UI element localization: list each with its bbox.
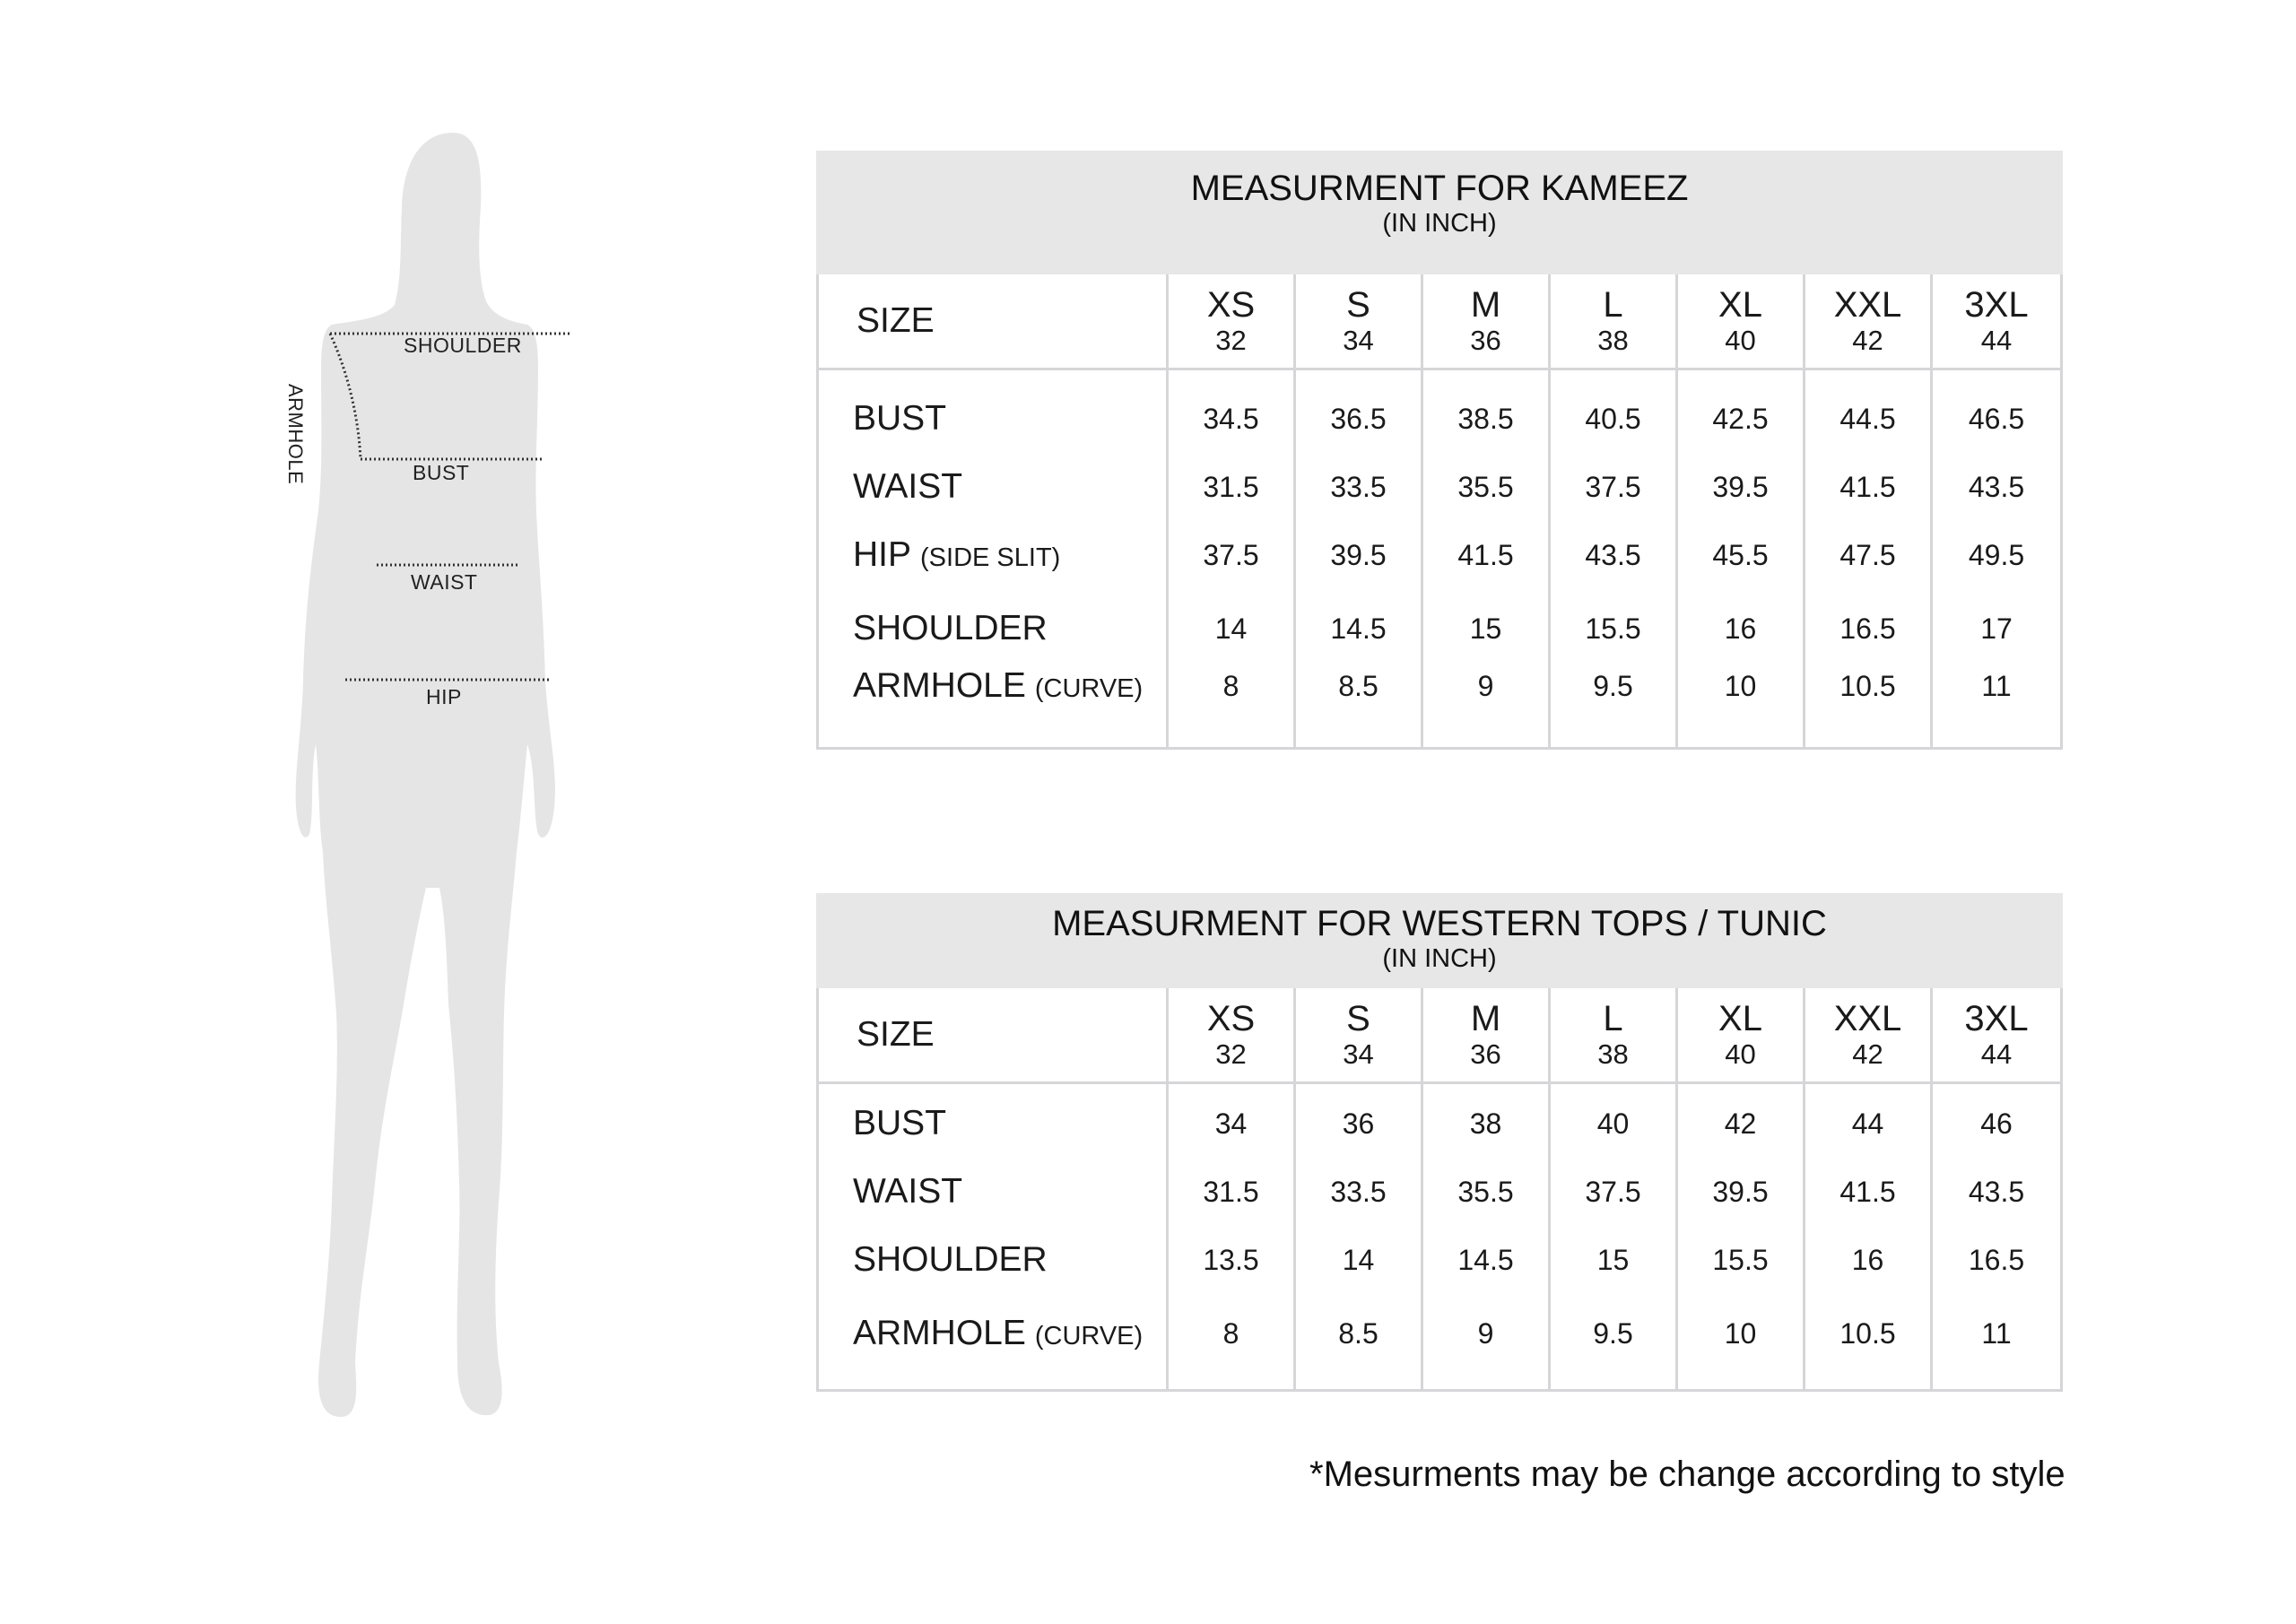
size-column-header [1933, 988, 2060, 1084]
size-number: 32 [1215, 325, 1247, 356]
measurement-value: 8 [1222, 1317, 1239, 1350]
measurement-value: 46 [1980, 1107, 2013, 1140]
kameez-subtitle: (IN INCH) [1382, 209, 1497, 238]
size-number: 40 [1725, 1038, 1756, 1070]
measurement-value: 39.5 [1330, 539, 1387, 571]
size-column-header [1678, 988, 1805, 1084]
measurement-note: (CURVE) [1034, 1322, 1144, 1350]
size-number: 42 [1852, 1038, 1883, 1070]
measurement-value: 33.5 [1330, 1176, 1387, 1208]
measurement-value: 37.5 [1585, 471, 1641, 503]
measurement-value: 14.5 [1457, 1244, 1514, 1276]
measurement-name: WAIST [853, 467, 963, 506]
measurement-label-column [819, 370, 1169, 747]
size-number: 34 [1343, 1038, 1374, 1070]
measurement-value: 8.5 [1338, 670, 1378, 702]
western-title-bar [816, 893, 2063, 988]
size-name: XL [1718, 285, 1762, 325]
measurement-value: 42.5 [1712, 403, 1769, 435]
measurement-row-label [853, 1104, 946, 1143]
size-value-column [1678, 1084, 1805, 1389]
measurement-value: 11 [1981, 670, 2012, 702]
measurement-value: 37.5 [1203, 539, 1259, 571]
size-column-header [1551, 988, 1678, 1084]
measurement-value: 16.5 [1839, 612, 1896, 645]
measurement-value: 37.5 [1585, 1176, 1641, 1208]
size-column-header [1805, 274, 1933, 370]
kameez-title-bar [816, 151, 2063, 274]
measurement-value: 8.5 [1338, 1317, 1378, 1350]
measurement-value: 42 [1724, 1107, 1757, 1140]
figure-label-hip: HIP [426, 685, 462, 708]
measurement-value: 8 [1222, 670, 1239, 702]
measurement-value: 16.5 [1968, 1244, 2025, 1276]
measurement-row-label [853, 666, 1143, 706]
western-subtitle: (IN INCH) [1382, 944, 1497, 973]
silhouette-illustration [269, 126, 628, 1435]
measurement-value: 15.5 [1585, 612, 1641, 645]
size-value-column [1933, 1084, 2060, 1389]
kameez-size-table [816, 151, 2063, 750]
size-column-header [1933, 274, 2060, 370]
size-name: 3XL [1964, 285, 2029, 325]
size-value-column [1678, 370, 1805, 747]
size-value-column [1169, 370, 1296, 747]
figure-label-armhole: ARMHOLE [284, 384, 307, 485]
measurement-value: 9.5 [1593, 1317, 1633, 1350]
measurement-name: SHOULDER [853, 1240, 1048, 1279]
measurement-value: 9.5 [1593, 670, 1633, 702]
size-value-column [1423, 370, 1551, 747]
size-number: 42 [1852, 325, 1883, 356]
size-number: 32 [1215, 1038, 1247, 1070]
size-number: 44 [1980, 1038, 2013, 1070]
measurement-value: 15 [1469, 612, 1502, 645]
size-value-column [1296, 1084, 1423, 1389]
measurement-name: ARMHOLE [853, 1314, 1026, 1352]
measurement-value: 38 [1469, 1107, 1502, 1140]
measurement-value: 36.5 [1330, 403, 1387, 435]
size-column-header [1169, 274, 1296, 370]
measurement-value: 33.5 [1330, 471, 1387, 503]
size-header-label: SIZE [819, 988, 1169, 1084]
measurement-value: 14 [1214, 612, 1248, 645]
measurement-value: 10.5 [1839, 1317, 1896, 1350]
measurement-value: 10 [1724, 670, 1757, 702]
measurement-value: 31.5 [1203, 1176, 1259, 1208]
measurement-note: (SIDE SLIT) [920, 543, 1061, 572]
measurement-value: 14 [1342, 1244, 1375, 1276]
measurement-value: 15.5 [1712, 1244, 1769, 1276]
size-number: 38 [1597, 1038, 1629, 1070]
size-name: M [1470, 999, 1501, 1038]
figure-label-waist: WAIST [411, 570, 478, 594]
measurement-name: WAIST [853, 1172, 963, 1211]
measurement-value: 35.5 [1457, 471, 1514, 503]
measurement-value: 14.5 [1330, 612, 1387, 645]
measurement-row-label [853, 1314, 1143, 1353]
size-value-column [1423, 1084, 1551, 1389]
size-column-header [1296, 274, 1423, 370]
measurement-row-label [853, 1172, 962, 1211]
size-name: XS [1206, 285, 1256, 325]
size-value-column [1169, 1084, 1296, 1389]
measurement-value: 31.5 [1203, 471, 1259, 503]
measurement-row-label [853, 399, 946, 439]
size-number: 44 [1980, 325, 2013, 356]
size-column-header [1805, 988, 1933, 1084]
measurement-value: 41.5 [1839, 1176, 1896, 1208]
western-size-table [816, 893, 2063, 1392]
measurement-value: 49.5 [1968, 539, 2025, 571]
size-name: XXL [1833, 285, 1902, 325]
size-number: 36 [1470, 325, 1501, 356]
measurement-value: 43.5 [1968, 471, 2025, 503]
figure-label-shoulder: SHOULDER [404, 334, 522, 357]
measurement-name: HIP [853, 535, 912, 574]
measurement-value: 34 [1214, 1107, 1248, 1140]
measurement-value: 46.5 [1968, 403, 2025, 435]
measurement-name: BUST [853, 1104, 947, 1142]
measurement-value: 47.5 [1839, 539, 1896, 571]
measurement-value: 39.5 [1712, 1176, 1769, 1208]
measurement-value: 35.5 [1457, 1176, 1514, 1208]
measurement-value: 44 [1851, 1107, 1884, 1140]
size-column-header [1296, 988, 1423, 1084]
size-number: 36 [1470, 1038, 1501, 1070]
size-column-header [1169, 988, 1296, 1084]
size-name: L [1603, 999, 1623, 1038]
measurement-value: 15 [1596, 1244, 1630, 1276]
body-silhouette [269, 126, 628, 1435]
kameez-title: MEASURMENT FOR KAMEEZ [1190, 169, 1689, 208]
size-column-header [1551, 274, 1678, 370]
measurement-value: 13.5 [1203, 1244, 1259, 1276]
measurement-name: BUST [853, 399, 947, 438]
measurement-value: 41.5 [1839, 471, 1896, 503]
measurement-value: 34.5 [1203, 403, 1259, 435]
western-grid [816, 988, 2063, 1392]
western-title: MEASURMENT FOR WESTERN TOPS / TUNIC [1052, 904, 1827, 943]
measurement-value: 43.5 [1585, 539, 1641, 571]
size-name: XXL [1833, 999, 1902, 1038]
size-name: S [1346, 285, 1370, 325]
measurement-value: 17 [1980, 612, 2013, 645]
measurement-value: 16 [1724, 612, 1757, 645]
size-name: XS [1206, 999, 1256, 1038]
measurement-name: ARMHOLE [853, 666, 1026, 705]
measurement-row-label [853, 535, 1060, 575]
size-value-column [1805, 370, 1933, 747]
measurement-value: 39.5 [1712, 471, 1769, 503]
measurement-row-label [853, 609, 1048, 648]
size-column-header [1423, 274, 1551, 370]
size-header-label: SIZE [819, 274, 1169, 370]
size-value-column [1296, 370, 1423, 747]
measurement-value: 11 [1981, 1317, 2012, 1350]
size-value-column [1551, 370, 1678, 747]
size-value-column [1551, 1084, 1678, 1389]
size-column-header [1678, 274, 1805, 370]
size-name: S [1346, 999, 1370, 1038]
size-number: 34 [1343, 325, 1374, 356]
measurement-value: 36 [1342, 1107, 1375, 1140]
measurement-value: 9 [1477, 1317, 1494, 1350]
measurement-value: 10 [1724, 1317, 1757, 1350]
size-value-column [1933, 370, 2060, 747]
measurement-value: 10.5 [1839, 670, 1896, 702]
measurement-value: 43.5 [1968, 1176, 2025, 1208]
footnote: *Mesurments may be change according to style [1309, 1455, 2066, 1494]
measurement-note: (CURVE) [1034, 674, 1144, 703]
measurement-value: 9 [1477, 670, 1494, 702]
measurement-value: 44.5 [1839, 403, 1896, 435]
kameez-grid [816, 274, 2063, 750]
size-number: 40 [1725, 325, 1756, 356]
measurement-value: 38.5 [1457, 403, 1514, 435]
size-value-column [1805, 1084, 1933, 1389]
measurement-row-label [853, 467, 962, 507]
measurement-value: 40 [1596, 1107, 1630, 1140]
size-name: 3XL [1964, 999, 2029, 1038]
size-name: XL [1718, 999, 1762, 1038]
figure-label-bust: BUST [413, 461, 470, 484]
measurement-value: 16 [1851, 1244, 1884, 1276]
measurement-name: SHOULDER [853, 609, 1048, 647]
size-name: L [1603, 285, 1623, 325]
measurement-value: 41.5 [1457, 539, 1514, 571]
size-name: M [1470, 285, 1501, 325]
measurement-label-column [819, 1084, 1169, 1389]
size-column-header [1423, 988, 1551, 1084]
size-number: 38 [1597, 325, 1629, 356]
measurement-value: 40.5 [1585, 403, 1641, 435]
measurement-row-label [853, 1240, 1048, 1280]
measurement-value: 45.5 [1712, 539, 1769, 571]
